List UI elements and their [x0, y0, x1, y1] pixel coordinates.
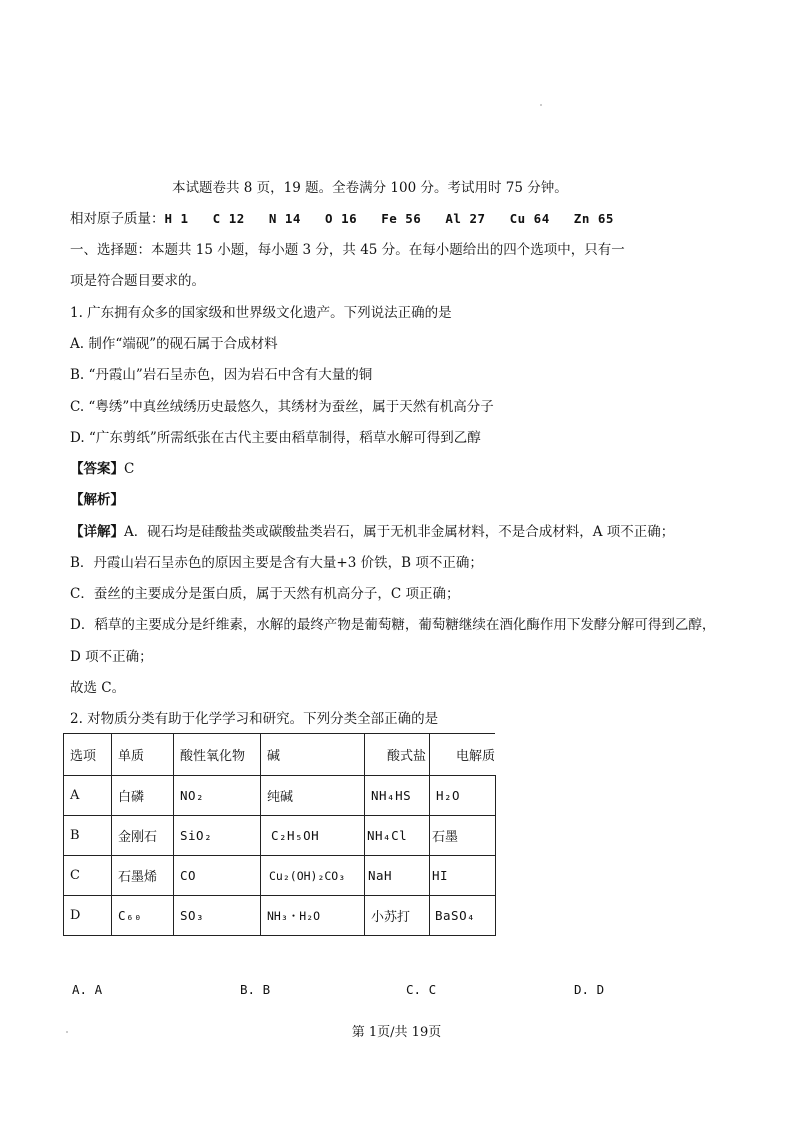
scan-speck [540, 104, 542, 106]
q2-choice-b: B. B [240, 982, 271, 997]
cell-electrolyte: H₂O [430, 776, 496, 816]
cell-acid-salt: NaH [365, 856, 430, 896]
cell-acidic-oxide: NO₂ [174, 776, 261, 816]
q1-option-c: C. “粤绣”中真丝绒绣历史最悠久，其绣材为蚕丝，属于天然有机高分子 [70, 399, 494, 415]
header-electrolyte: 电解质 [430, 734, 496, 776]
table-row [64, 816, 496, 856]
section-heading-line1: 一、选择题：本题共 15 小题，每小题 3 分，共 45 分。在每小题给出的四个选项中，只有一 [70, 242, 625, 258]
table-header-row [64, 734, 496, 776]
q1-answer [70, 460, 134, 478]
cell-element: 白磷 [112, 776, 174, 816]
q2-choice-c: C. C [406, 982, 437, 997]
q2-stem: 2. 对物质分类有助于化学学习和研究。下列分类全部正确的是 [70, 711, 439, 727]
table-row [64, 856, 496, 896]
cell-acidic-oxide: SiO₂ [174, 816, 261, 856]
classification-table [63, 733, 496, 936]
cell-base: NH₃・H₂O [261, 896, 365, 936]
cell-acidic-oxide: CO [174, 856, 261, 896]
header-acidic-oxide: 酸性氧化物 [174, 734, 261, 776]
q1-detail-a [70, 523, 674, 541]
cell-acid-salt: 小苏打 [365, 896, 430, 936]
cell-element: 石墨烯 [112, 856, 174, 896]
cell-option: B [64, 816, 112, 856]
header-base: 碱 [261, 734, 365, 776]
cell-electrolyte: HI [430, 856, 496, 896]
atomic-mass-line [70, 210, 614, 228]
cell-electrolyte: 石墨 [430, 816, 496, 856]
answer-value: C [124, 461, 135, 477]
q1-detail-d-line1: D．稻草的主要成分是纤维素，水解的最终产物是葡萄糖，葡萄糖继续在酒化酶作用下发酵分解可得到乙醇， [70, 617, 716, 633]
header-acid-salt: 酸式盐 [365, 734, 430, 776]
section-heading-line2: 项是符合题目要求的。 [70, 273, 205, 289]
detail-tag: 【详解】 [70, 524, 124, 540]
table-row [64, 776, 496, 816]
cell-acidic-oxide: SO₃ [174, 896, 261, 936]
header-element: 单质 [112, 734, 174, 776]
cell-element: 金刚石 [112, 816, 174, 856]
header-option: 选项 [64, 734, 112, 776]
atomic-mass-label: 相对原子质量： [70, 211, 165, 227]
q1-stem: 1. 广东拥有众多的国家级和世界级文化遗产。下列说法正确的是 [70, 305, 452, 321]
q1-option-d: D. “广东剪纸”所需纸张在古代主要由稻草制得，稻草水解可得到乙醇 [70, 430, 481, 446]
cell-base: 纯碱 [261, 776, 365, 816]
detail-a-text: A．砚石均是硅酸盐类或碳酸盐类岩石，属于无机非金属材料，不是合成材料，A 项不正确； [124, 524, 675, 540]
cell-option: C [64, 856, 112, 896]
cell-electrolyte: BaSO₄ [430, 896, 496, 936]
q1-conclusion: 故选 C。 [70, 680, 126, 696]
answer-tag: 【答案】 [70, 461, 124, 477]
q2-choice-a: A. A [72, 982, 103, 997]
q1-detail-c: C．蚕丝的主要成分是蛋白质，属于天然有机高分子，C 项正确； [70, 586, 460, 602]
q1-detail-d-line2: D 项不正确； [70, 649, 153, 665]
page-footer: 第 1页/共 19页 [351, 1025, 442, 1040]
exam-info: 本试题卷共 8 页，19 题。全卷满分 100 分。考试用时 75 分钟。 [172, 180, 568, 196]
q1-option-b: B. “丹霞山”岩石呈赤色，因为岩石中含有大量的铜 [70, 367, 373, 383]
cell-base: C₂H₅OH [261, 816, 365, 856]
analysis-tag: 【解析】 [70, 492, 124, 508]
cell-acid-salt: NH₄Cl [365, 816, 430, 856]
cell-base: Cu₂(OH)₂CO₃ [261, 856, 365, 896]
q1-detail-b: B．丹霞山岩石呈赤色的原因主要是含有大量+3 价铁，B 项不正确； [70, 555, 483, 571]
cell-element: C₆₀ [112, 896, 174, 936]
q2-choice-d: D. D [574, 982, 605, 997]
cell-option: A [64, 776, 112, 816]
q1-option-a: A. 制作“端砚”的砚石属于合成材料 [70, 336, 278, 352]
atomic-mass-values: H 1 C 12 N 14 O 16 Fe 56 Al 27 Cu 64 Zn 65 [164, 211, 614, 226]
table-row [64, 896, 496, 936]
cell-option: D [64, 896, 112, 936]
cell-acid-salt: NH₄HS [365, 776, 430, 816]
